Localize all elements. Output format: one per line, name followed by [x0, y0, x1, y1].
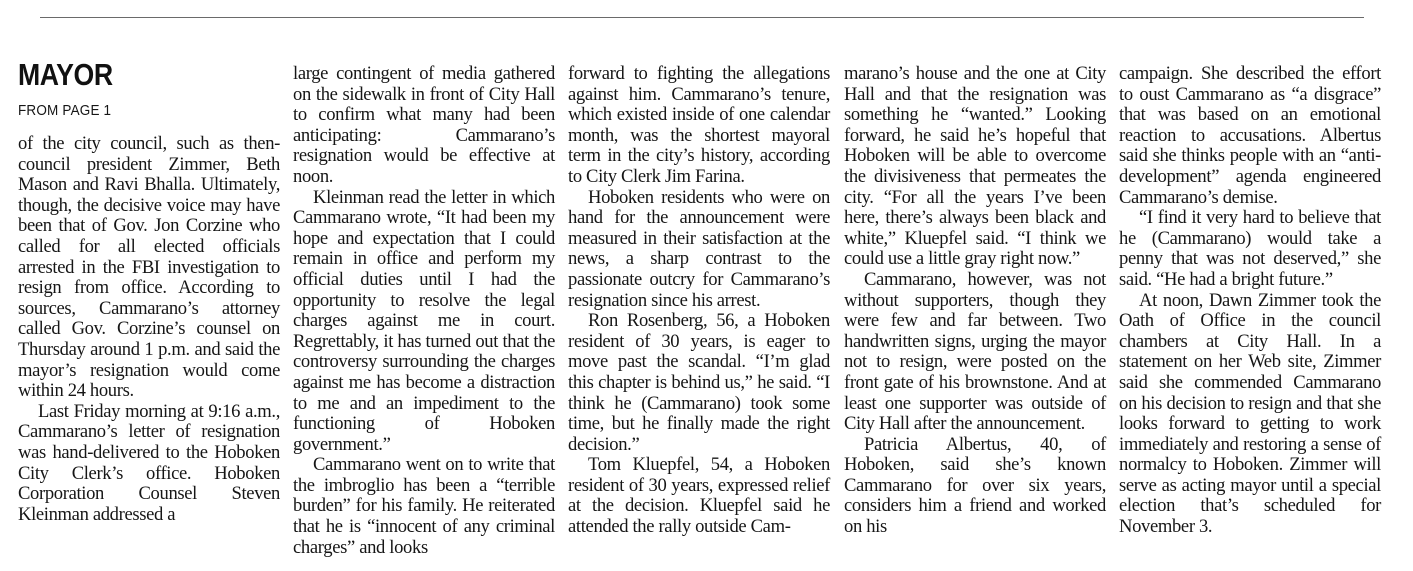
article-column-4: [844, 64, 1106, 538]
paragraph: marano’s house and the one at City Hall and that the resignation was something he “wanted.” Looking forward, he said he’s hopeful that Hoboken will be able to overcome the divisiveness that permeates the city. “For all the years I’ve been here, there’s always been black and white,” Kluepfel said. “I think we could use a little gray right now.”: [844, 63, 1106, 270]
article-column-5: [1119, 64, 1381, 538]
paragraph: Kleinman read the letter in which Cammarano wrote, “It had been my hope and expectation that I could remain in office and perform my official duties until I had the opportunity to resolve the legal charges against me in court. Regrettably, it has turned out that the controversy surrounding the charges against me has become a distraction to me and an impediment to the functioning of Hoboken government.”: [293, 186, 555, 455]
paragraph: campaign. She described the effort to oust Cammarano as “a disgrace” that was based on an emotional reaction to accusations. Albertus said she thinks people with an “anti-development” agenda engineered Cammarano’s demise.: [1119, 63, 1381, 208]
paragraph: large contingent of media gathered on the sidewalk in front of City Hall to confirm what many had been anticipating: Cammarano’s resignation would be effective at noon.: [293, 63, 555, 187]
paragraph: Cammarano, however, was not without supporters, though they were few and far between. Two handwritten signs, urging the mayor not to resign, were posted on the front gate of his brownstone. And at least one supporter was outside of City Hall after the announcement.: [844, 268, 1106, 435]
article-column-1: [18, 58, 280, 525]
paragraph: Ron Rosenberg, 56, a Hoboken resident of 30 years, is eager to move past the scandal. “I’m glad this chapter is behind us,” he said. “I think he (Cammarano) took some time, but he finally made the right decision.”: [568, 310, 830, 455]
paragraph: Patricia Albertus, 40, of Hoboken, said she’s known Cammarano for over six years, considers him a friend and worked on his: [844, 433, 1106, 538]
paragraph: Tom Kluepfel, 54, a Hoboken resident of 30 years, expressed relief at the decision. Kluepfel said he attended the rally outside Cam-: [568, 454, 830, 538]
paragraph: “I find it very hard to believe that he (Cammarano) would take a penny that was not deserved,” she said. “He had a bright future.”: [1119, 207, 1381, 290]
paragraph: Hoboken residents who were on hand for the announcement were measured in their satisfaction at the news, a sharp contrast to the passionate outcry for Cammarano’s resignation since his arrest.: [568, 186, 830, 311]
headline: MAYOR: [18, 57, 113, 92]
paragraph: Last Friday morning at 9:16 a.m., Cammarano’s letter of resignation was hand-delivered to the Hoboken City Clerk’s office. Hoboken Corporation Counsel Steven Kleinman addressed a: [18, 400, 280, 525]
top-divider-rule: [40, 17, 1364, 18]
paragraph: At noon, Dawn Zimmer took the Oath of Office in the council chambers at City Hall. In a statement on her Web site, Zimmer said she commended Cammarano on his decision to resign and that she looks forward to getting to work immediately and restoring a sense of normalcy to Hoboken. Zimmer will serve as acting mayor until a special election that’s scheduled for November 3.: [1119, 289, 1381, 538]
paragraph: of the city council, such as then-council president Zimmer, Beth Mason and Ravi Bhalla. Ultimately, though, the decisive voice may have been that of Gov. Jon Corzine who called for all elected officials arrested in the FBI investigation to resign from office. According to sources, Cammarano’s attorney called Gov. Corzine’s counsel on Thursday around 1 p.m. and said the mayor’s resignation would come within 24 hours.: [18, 133, 280, 402]
paragraph: forward to fighting the allegations against him. Cammarano’s tenure, which existed inside of one calendar month, was the shortest mayoral term in the city’s history, according to City Clerk Jim Farina.: [568, 63, 830, 187]
article-column-2: [293, 64, 555, 558]
jump-line: FROM PAGE 1: [18, 102, 112, 119]
paragraph: Cammarano went on to write that the imbroglio has been a “terrible burden” for his family. He reiterated that he is “innocent of any criminal charges” and looks: [293, 454, 555, 558]
article-column-3: [568, 64, 830, 538]
